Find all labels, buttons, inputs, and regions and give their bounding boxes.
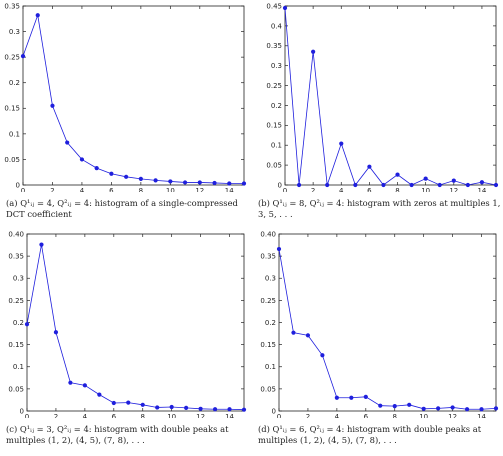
data-point — [95, 166, 99, 170]
data-point — [80, 157, 84, 161]
data-point — [124, 175, 128, 179]
x-tick-label: 14 — [224, 187, 234, 192]
y-tick-label: 0.05 — [8, 385, 24, 394]
chart-panel-d — [252, 228, 503, 456]
series-line — [23, 15, 244, 183]
data-point — [335, 396, 339, 400]
x-tick-label: 10 — [165, 187, 175, 192]
series-line — [285, 8, 496, 185]
data-point — [320, 353, 324, 357]
y-tick-label: 0.25 — [260, 296, 276, 305]
y-tick-label: 0 — [277, 181, 282, 190]
data-point — [422, 407, 426, 411]
data-point — [154, 178, 158, 182]
data-point — [68, 381, 72, 385]
data-point — [141, 403, 145, 407]
data-point — [339, 142, 343, 146]
data-point — [83, 383, 87, 387]
y-tick-label: 0.15 — [8, 341, 24, 350]
x-tick-label: 12 — [448, 413, 458, 418]
data-point — [297, 183, 301, 187]
chart-panel-b — [252, 0, 503, 228]
x-tick-label: 12 — [195, 187, 205, 192]
data-point — [97, 393, 101, 397]
x-tick-label: 14 — [477, 187, 487, 192]
x-tick-label: 8 — [395, 187, 400, 192]
y-tick-label: 0.05 — [4, 155, 20, 164]
data-point — [393, 404, 397, 408]
x-tick-label: 2 — [305, 413, 311, 418]
x-tick-label: 4 — [79, 187, 85, 192]
caption-b: (b) Q¹ᵢⱼ = 8, Q²ᵢⱼ = 4: histogram with zeros at multiples 1, 3, 5, . . . — [258, 198, 501, 219]
caption-a: (a) Q¹ᵢⱼ = 4, Q²ᵢⱼ = 4: histogram of a single-compressed DCT coefficient — [6, 198, 238, 219]
x-tick-label: 6 — [111, 413, 117, 418]
data-point — [155, 405, 159, 409]
y-tick-label: 0.4 — [270, 22, 282, 31]
data-point — [306, 333, 310, 337]
y-tick-label: 0.25 — [4, 53, 20, 62]
x-tick-label: 4 — [339, 187, 344, 192]
data-point — [227, 181, 231, 185]
data-point — [452, 179, 456, 183]
data-point — [291, 331, 295, 335]
data-point — [480, 180, 484, 184]
data-point — [424, 177, 428, 181]
data-point — [395, 173, 399, 177]
y-tick-label: 0.3 — [8, 27, 20, 36]
data-point — [39, 243, 43, 247]
x-tick-label: 4 — [334, 413, 340, 418]
histogram-chart-a — [0, 0, 252, 192]
data-point — [139, 177, 143, 181]
x-tick-label: 2 — [50, 187, 55, 192]
data-point — [407, 403, 411, 407]
plot-frame — [279, 234, 496, 411]
y-tick-label: 0.35 — [4, 2, 20, 11]
data-point — [465, 407, 469, 411]
data-point — [183, 180, 187, 184]
data-point — [494, 183, 498, 187]
y-tick-label: 0.40 — [260, 230, 276, 239]
data-point — [170, 405, 174, 409]
chart-panel-a — [0, 0, 252, 228]
data-point — [65, 140, 69, 144]
data-point — [277, 247, 281, 251]
x-tick-label: 8 — [140, 413, 145, 418]
data-point — [213, 407, 217, 411]
data-point — [410, 183, 414, 187]
y-tick-label: 0.35 — [260, 252, 276, 261]
series-line — [27, 245, 244, 410]
histogram-chart-c — [0, 228, 252, 418]
y-tick-label: 0.3 — [12, 274, 24, 283]
y-tick-label: 0.2 — [264, 318, 276, 327]
x-tick-label: 2 — [310, 187, 316, 192]
y-tick-label: 0.3 — [264, 274, 276, 283]
x-tick-label: 4 — [82, 413, 88, 418]
y-tick-label: 0.1 — [264, 363, 276, 372]
x-tick-label: 6 — [109, 187, 114, 192]
data-point — [227, 407, 231, 411]
y-tick-label: 0.1 — [8, 130, 20, 139]
histogram-chart-d — [252, 228, 503, 418]
data-point — [50, 104, 54, 108]
y-tick-label: 0.2 — [8, 79, 20, 88]
y-tick-label: 0.15 — [4, 104, 20, 113]
data-point — [311, 50, 315, 54]
y-tick-label: 0.05 — [260, 385, 276, 394]
y-tick-label: 0.35 — [8, 252, 24, 261]
data-point — [349, 396, 353, 400]
y-tick-label: 0.2 — [12, 318, 24, 327]
data-point — [54, 330, 58, 334]
y-tick-label: 0.1 — [12, 363, 24, 372]
plot-frame — [27, 234, 244, 411]
histogram-chart-b — [252, 0, 503, 192]
data-point — [168, 179, 172, 183]
data-point — [381, 183, 385, 187]
data-point — [184, 406, 188, 410]
data-point — [325, 183, 329, 187]
data-point — [494, 406, 498, 410]
y-tick-label: 0.25 — [8, 296, 24, 305]
data-point — [109, 172, 113, 176]
data-point — [353, 183, 357, 187]
x-tick-label: 10 — [419, 413, 429, 418]
y-tick-label: 0.05 — [266, 161, 282, 170]
plot-frame — [23, 6, 244, 185]
x-tick-label: 12 — [449, 187, 459, 192]
y-tick-label: 0 — [19, 407, 24, 416]
x-tick-label: 0 — [20, 187, 26, 192]
y-tick-label: 0.25 — [266, 81, 282, 90]
x-tick-label: 14 — [477, 413, 486, 418]
data-point — [242, 408, 246, 412]
x-tick-label: 6 — [363, 413, 369, 418]
y-tick-label: 0.35 — [266, 42, 282, 51]
y-tick-label: 0 — [271, 407, 276, 416]
data-point — [199, 407, 203, 411]
x-tick-label: 12 — [196, 413, 206, 418]
chart-panel-c — [0, 228, 252, 456]
y-tick-label: 0.3 — [270, 62, 282, 71]
x-tick-label: 8 — [392, 413, 397, 418]
data-point — [436, 406, 440, 410]
x-tick-label: 0 — [276, 413, 282, 418]
x-tick-label: 10 — [167, 413, 177, 418]
caption-c: (c) Q¹ᵢⱼ = 3, Q²ᵢⱼ = 4: histogram with double peaks at multiples (1, 2), (4, 5), (7, 8), . . . — [6, 424, 229, 445]
data-point — [112, 401, 116, 405]
y-tick-label: 0 — [15, 181, 20, 190]
data-point — [466, 183, 470, 187]
data-point — [198, 180, 202, 184]
y-tick-label: 0.2 — [270, 101, 282, 110]
y-tick-label: 0.1 — [270, 141, 282, 150]
x-tick-label: 6 — [367, 187, 372, 192]
data-point — [451, 405, 455, 409]
y-tick-label: 0.40 — [8, 230, 24, 239]
data-point — [212, 181, 216, 185]
caption-d: (d) Q¹ᵢⱼ = 6, Q²ᵢⱼ = 4: histogram with double peaks at multiples (1, 2), (4, 5), (7, 8), . . . — [258, 424, 482, 445]
x-tick-label: 14 — [225, 413, 234, 418]
y-tick-label: 0.15 — [266, 121, 282, 130]
x-tick-label: 8 — [138, 187, 144, 192]
data-point — [25, 322, 29, 326]
plot-frame — [285, 6, 496, 185]
x-tick-label: 2 — [53, 413, 59, 418]
data-point — [21, 54, 25, 58]
x-tick-label: 0 — [282, 187, 288, 192]
data-point — [367, 165, 371, 169]
data-point — [364, 395, 368, 399]
y-tick-label: 0.45 — [266, 2, 282, 11]
data-point — [126, 400, 130, 404]
data-point — [438, 183, 442, 187]
x-tick-label: 10 — [421, 187, 431, 192]
data-point — [378, 404, 382, 408]
data-point — [242, 181, 246, 185]
data-point — [283, 6, 287, 10]
data-point — [479, 407, 483, 411]
y-tick-label: 0.15 — [260, 341, 276, 350]
series-line — [279, 249, 496, 409]
x-tick-label: 0 — [24, 413, 30, 418]
data-point — [36, 13, 40, 17]
